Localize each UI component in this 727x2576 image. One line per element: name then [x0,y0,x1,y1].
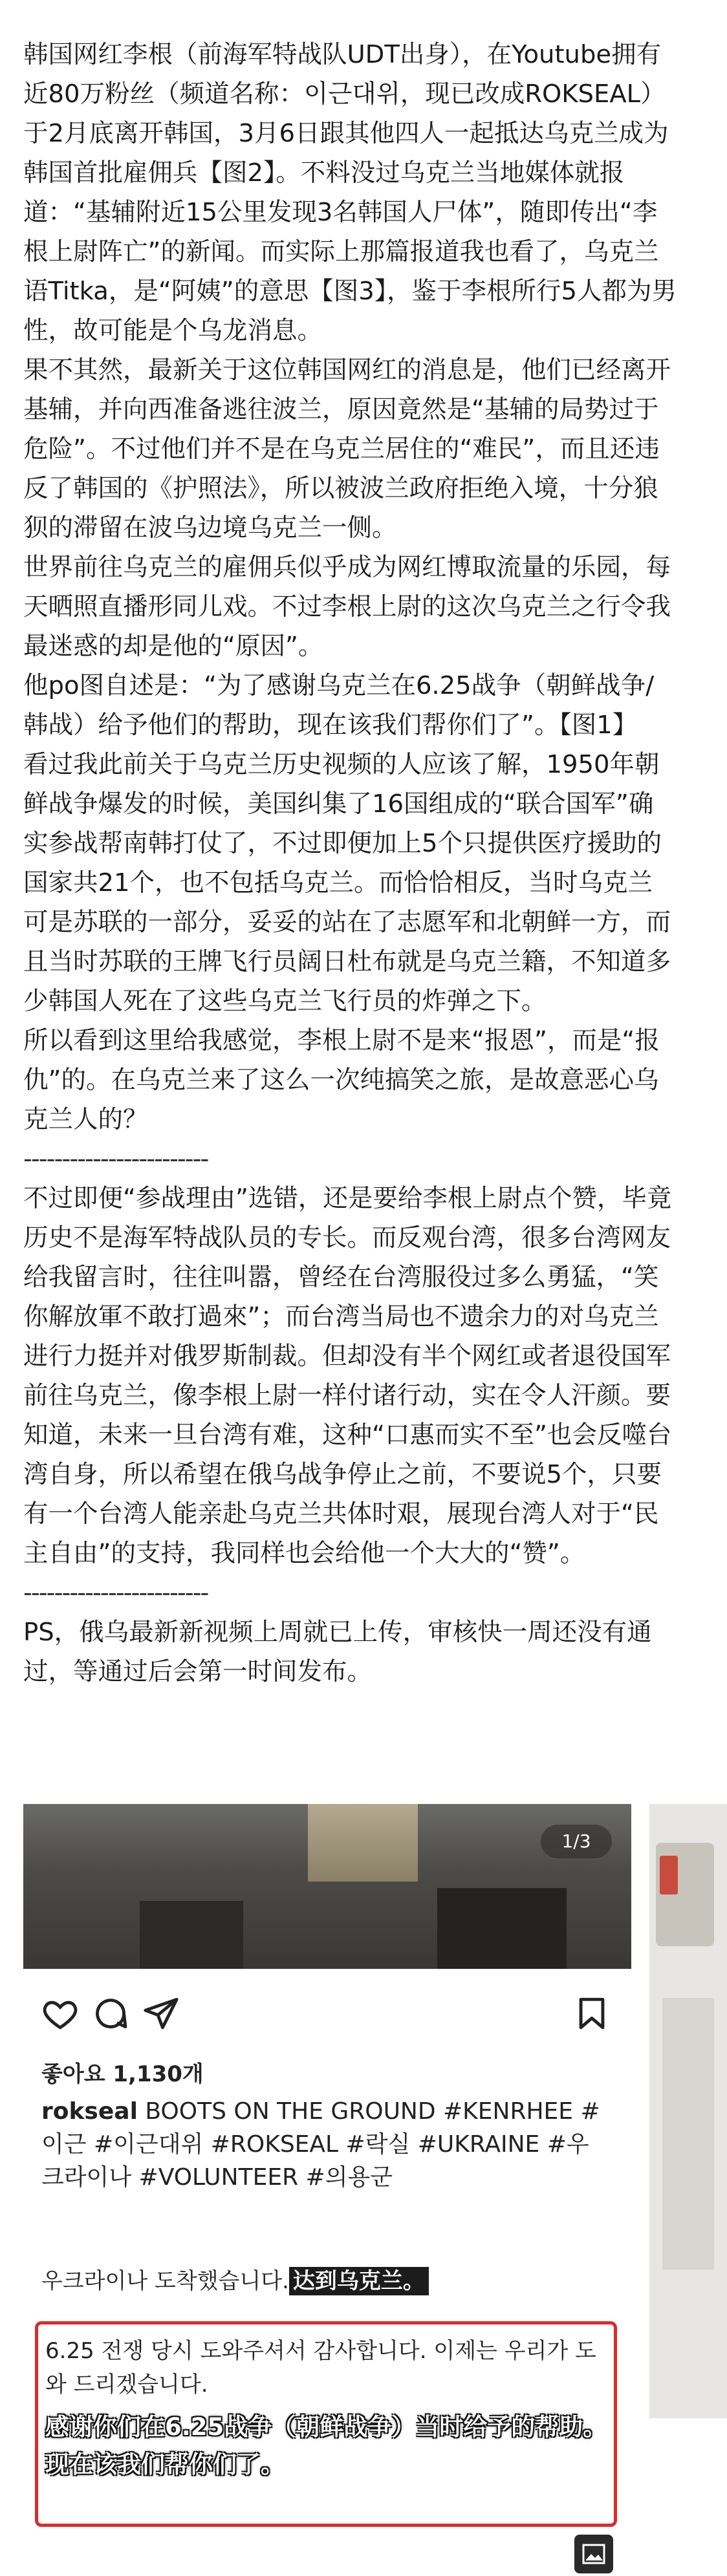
paragraph-history: 看过我此前关于乌克兰历史视频的人应该了解，1950年朝鲜战争爆发的时候，美国纠集了16国组成的“联合国军”确实参战帮南韩打仗了，不过即便加上5个只提供医疗援助的国家共21个，也不包括乌克兰。而恰恰相反，当时乌克兰可是苏联的一部分，妥妥的站在了志愿军和北朝鲜一方，而且当时苏联的王牌飞行员阔日杜布就是乌克兰籍，不知道多少韩国人死在了这些乌克兰飞行员的炸弹之下。 [23,750,671,1016]
gear-shape [437,1888,567,1969]
thanks-korean: 6.25 전쟁 당시 도와주셔서 감사합니다. 이제는 우리가 도와 드리겠습니다. [45,2338,596,2398]
separator: ------------------------ [23,1144,208,1174]
paragraph-ps: PS，俄乌最新新视频上周就已上传，审核快一周还没有通过，等通过后会第一时间发布。 [23,1618,652,1686]
post-actions [41,1995,611,2034]
paragraph-arrival: 于2月底离开韩国，3月6日跟其他四人一起抵达乌克兰成为韩国首批雇佣兵【图2】。不料没过乌克兰当地媒体就报道：“基辅附近15公里发现3名韩国人尸体”，随即传出“李根上尉阵亡”的新闻。而实际上那篇报道我也看了，乌克兰语Titka，是“阿姨”的意思【图3】，鉴于李根所行5人都为男性，故可能是个乌龙消息。 [23,119,677,345]
paragraph-leaving: 果不其然，最新关于这位韩国网红的消息是，他们已经离开基辅，并向西准备逃往波兰，原因竟然是“基辅的局势过于危险”。不过他们并不是在乌克兰居住的“难民”，而且还违反了韩国的《护照法》，所以被波兰政府拒绝入境，十分狼狈的滞留在波乌边境乌克兰一侧。 [23,356,671,542]
image-gallery[interactable] [23,1804,699,2478]
gear-shape [140,1901,243,1969]
peek-shape [660,1856,678,1894]
slide-counter: 1/3 [541,1825,612,1858]
gallery-slide-2-peek[interactable] [649,1804,727,2418]
arrival-chinese-subtitle: 达到乌克兰。 [289,2267,429,2295]
caption-username[interactable]: rokseal [41,2098,138,2125]
paragraph-mercenaries: 世界前往乌克兰的雇佣兵似乎成为网红博取流量的乐园，每天晒照直播形同儿戏。不过李根上尉的这次乌克兰之行令我最迷惑的却是他的“原因”。 [23,553,671,661]
article-body [23,35,677,1691]
gallery-slide-1[interactable] [23,1804,631,2478]
arrival-line [41,2263,429,2295]
image-expand-glyph [574,2535,613,2573]
instagram-post [23,1969,631,2478]
paragraph-conclusion: 所以看到这里给我感觉，李根上尉不是来“报恩”，而是“报仇”的。在乌克兰来了这么一次纯搞笑之旅，是故意恶心乌克兰人的？ [23,1026,660,1134]
peek-shape [662,1998,714,2270]
tent-shape [308,1804,418,1882]
paragraph-intro: 韩国网红李根（前海军特战队UDT出身），在Youtube拥有近80万粉丝（频道名称：이근대위，现已改成ROKSEAL） [23,40,666,109]
paragraph-quote: 他po图自述是：“为了感谢乌克兰在6.25战争（朝鲜战争/韩战）给予他们的帮助，现在该我们帮你们了”。【图1】 [23,671,655,740]
share-icon[interactable] [142,1995,180,2032]
post-caption [41,2095,611,2194]
arrival-korean: 우크라이나 도착했습니다. [41,2268,289,2294]
expand-icon[interactable] [574,2535,613,2573]
heart-icon[interactable] [41,1995,79,2032]
paragraph-taiwan: 不过即便“参战理由”选错，还是要给李根上尉点个赞，毕竟历史不是海军特战队员的专长。而反观台湾，很多台湾网友给我留言时，往往叫嚣，曾经在台湾服役过多么勇猛，“笑你解放軍不敢打過來”；而台湾当局也不遗余力的对乌克兰进行力挺并对俄罗斯制裁。但却没有半个网红或者退役国军前往乌克兰，像李根上尉一样付诸行动，实在令人汗颜。要知道，未来一旦台湾有难，这种“口惠而实不至”也会反噬台湾自身，所以希望在俄乌战争停止之前，不要说5个，只要有一个台湾人能亲赴乌克兰共体时艰，展现台湾人对于“民主自由”的支持，我同样也会给他一个大大的“赞”。 [23,1184,672,1568]
camp-photo [23,1804,631,1969]
caption-text: BOOTS ON THE GROUND #KENRHEE #이근 #이근대위 #ROKSEAL #락실 #UKRAINE #우크라이나 #VOLUNTEER #의용군 [41,2098,600,2191]
thanks-chinese-subtitle: 感谢你们在6.25战争（朝鲜战争）当时给予的帮助。现在该我们帮你们了。 [45,2413,607,2478]
separator: ------------------------ [23,1578,208,1607]
like-count: 좋아요 1,130개 [41,2061,204,2087]
comment-icon[interactable] [92,1995,129,2032]
bookmark-icon[interactable] [573,1995,611,2032]
